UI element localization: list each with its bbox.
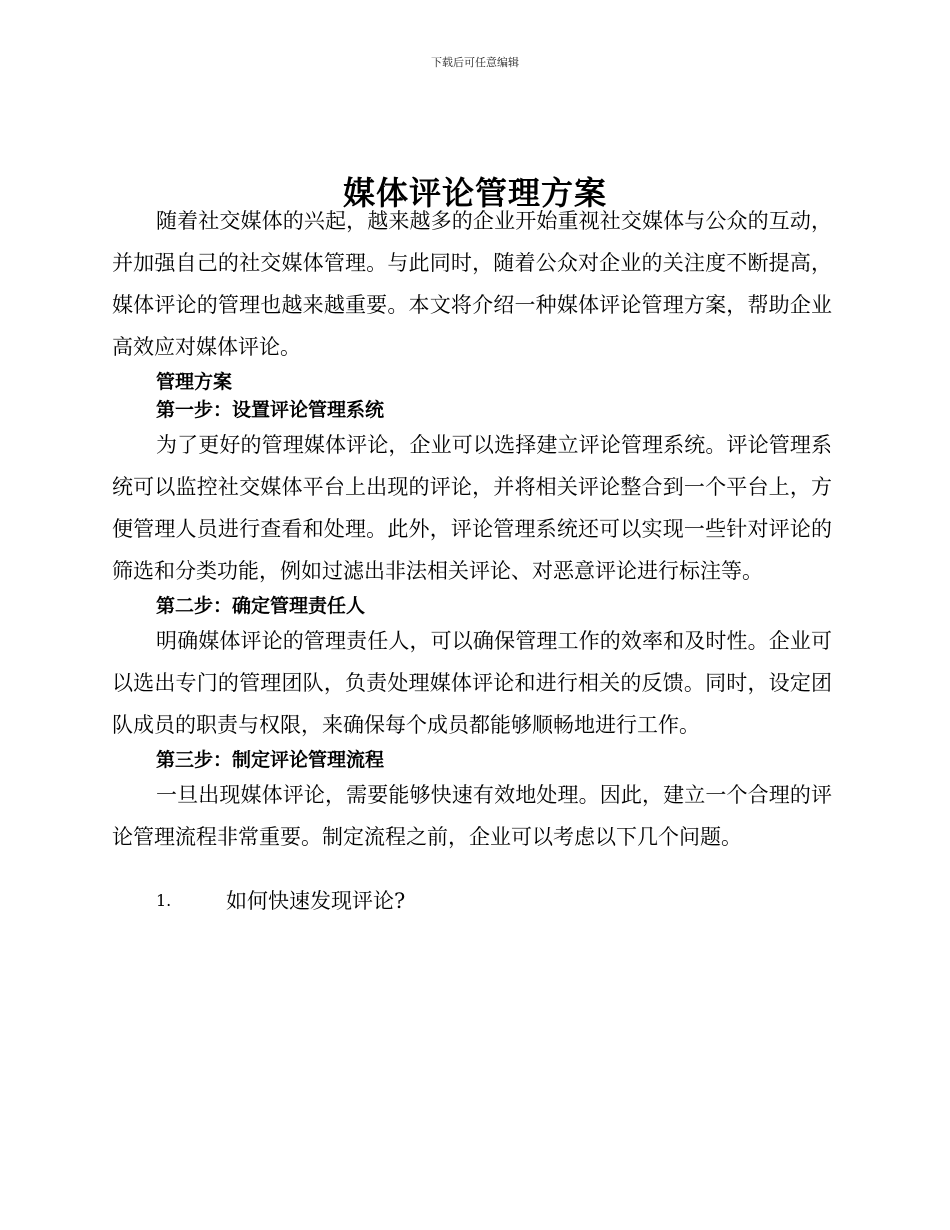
step2-paragraph: 明确媒体评论的管理责任人，可以确保管理工作的效率和及时性。企业可以选出专门的管理团队，负责处理媒体评论和进行相关的反馈。同时，设定团队成员的职责与权限，来确保每个成员都能够顺畅地进行工作。 — [112, 629, 832, 737]
document-title: 媒体评论管理方案 — [342, 174, 607, 213]
list-item-text: 如何快速发现评论? — [226, 889, 406, 913]
intro-paragraph: 随着社交媒体的兴起，越来越多的企业开始重视社交媒体与公众的互动，并加强自己的社交媒体管理。与此同时，随着公众对企业的关注度不断提高，媒体评论的管理也越来越重要。本文将介绍一种媒体评论管理方案，帮助企业高效应对媒体评论。 — [112, 209, 832, 359]
step3-paragraph: 一旦出现媒体评论，需要能够快速有效地处理。因此，建立一个合理的评论管理流程非常重要。制定流程之前，企业可以考虑以下几个问题。 — [112, 783, 832, 849]
step3-heading: 第三步：制定评论管理流程 — [156, 749, 385, 771]
page-header: 下载后可任意编辑 — [431, 56, 519, 69]
step1-paragraph: 为了更好的管理媒体评论，企业可以选择建立评论管理系统。评论管理系统可以监控社交媒体平台上出现的评论，并将相关评论整合到一个平台上，方便管理人员进行查看和处理。此外，评论管理系统还可以实现一些针对评论的筛选和分类功能，例如过滤出非法相关评论、对恶意评论进行标注等。 — [112, 433, 832, 583]
step1-heading: 第一步：设置评论管理系统 — [156, 399, 385, 421]
list-item — [112, 880, 832, 922]
section-heading: 管理方案 — [156, 371, 233, 393]
list-item-number: 1. — [156, 891, 172, 910]
document-body — [112, 200, 832, 922]
step2-heading: 第二步：确定管理责任人 — [156, 595, 366, 617]
